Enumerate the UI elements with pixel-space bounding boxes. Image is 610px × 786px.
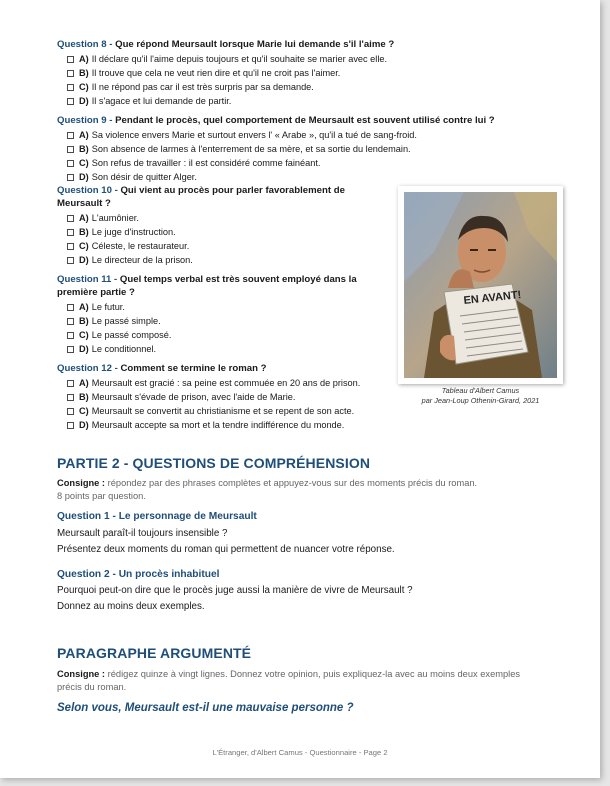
option-key: B) [79, 316, 89, 326]
question-heading [57, 184, 367, 210]
points-text: 8 points par question. [57, 491, 146, 501]
answer-option[interactable] [67, 418, 537, 432]
question-text: Qui vient au procès pour parler favorablement de Meursault ? [57, 185, 345, 209]
option-key: C) [79, 158, 89, 168]
question-1-title: Question 1 - Le personnage de Meursault [57, 511, 257, 522]
question-text: Que répond Meursault lorsque Marie lui demande s'il l'aime ? [115, 39, 395, 50]
checkbox-icon[interactable] [67, 332, 74, 339]
checkbox-icon[interactable] [67, 304, 74, 311]
option-text: Le passé simple. [91, 316, 161, 326]
question-heading [57, 38, 537, 51]
argument-question: Selon vous, Meursault est-il une mauvaise personne ? [57, 702, 354, 714]
answer-option[interactable] [67, 142, 537, 156]
option-key: C) [79, 241, 89, 251]
checkbox-icon[interactable] [67, 408, 74, 415]
question-number: Question 10 - [57, 185, 118, 196]
page-footer: L'Étranger, d'Albert Camus - Questionnaire - Page 2 [212, 748, 388, 757]
option-key: D) [79, 172, 89, 182]
option-text: Céleste, le restaurateur. [91, 241, 190, 251]
option-key: A) [79, 130, 89, 140]
question-2-line-1: Pourquoi peut-on dire que le procès juge aussi la manière de vivre de Meursault ? [57, 585, 413, 596]
option-text: Son refus de travailler : il est considéré comme fainéant. [91, 158, 321, 168]
option-text: Le conditionnel. [91, 344, 157, 354]
consigne-text: répondez par des phrases complètes et appuyez-vous sur des moments précis du roman. [107, 478, 478, 488]
question-1-line-1: Meursault paraît-il toujours insensible ? [57, 528, 228, 539]
question-heading [57, 114, 537, 127]
option-key: B) [79, 68, 89, 78]
option-key: D) [79, 96, 89, 106]
checkbox-icon[interactable] [67, 98, 74, 105]
checkbox-icon[interactable] [67, 394, 74, 401]
question-1-line-2: Présentez deux moments du roman qui permettent de nuancer votre réponse. [57, 544, 395, 555]
option-key: A) [79, 378, 89, 388]
option-text: Il s'agace et lui demande de partir. [91, 96, 232, 106]
answer-option[interactable] [67, 170, 537, 184]
checkbox-icon[interactable] [67, 132, 74, 139]
answer-option[interactable] [67, 52, 537, 66]
caption-line-2: par Jean-Loup Othenin-Girard, 2021 [421, 396, 540, 405]
option-key: C) [79, 82, 89, 92]
option-text: Meursault se convertit au christianisme et se repent de son acte. [91, 406, 355, 416]
question-number: Question 9 - [57, 115, 113, 126]
question-heading [57, 362, 367, 375]
option-text: Meursault est gracié : sa peine est commuée en 20 ans de prison. [91, 378, 361, 388]
checkbox-icon[interactable] [67, 422, 74, 429]
option-key: D) [79, 255, 89, 265]
option-text: L'aumônier. [91, 213, 139, 223]
option-key: C) [79, 406, 89, 416]
option-text: Meursault s'évade de prison, avec l'aide de Marie. [91, 392, 296, 402]
option-key: B) [79, 144, 89, 154]
answer-option[interactable] [67, 404, 537, 418]
camus-painting [398, 186, 563, 384]
consigne-label: Consigne : [57, 478, 106, 488]
questions-top [57, 38, 537, 184]
checkbox-icon[interactable] [67, 215, 74, 222]
checkbox-icon[interactable] [67, 70, 74, 77]
option-key: A) [79, 213, 89, 223]
answer-option[interactable] [67, 80, 537, 94]
newspaper-headline: EN AVANT! [463, 289, 522, 307]
part2-consigne [57, 477, 527, 503]
question-text: Quel temps verbal est très souvent employé dans la première partie ? [57, 274, 357, 298]
answer-option[interactable] [67, 156, 537, 170]
part2-title: PARTIE 2 - QUESTIONS DE COMPRÉHENSION [57, 455, 371, 471]
option-key: B) [79, 227, 89, 237]
paragraph-consigne [57, 668, 527, 694]
checkbox-icon[interactable] [67, 174, 74, 181]
option-key: B) [79, 392, 89, 402]
paragraph-title: PARAGRAPHE ARGUMENTÉ [57, 645, 252, 661]
question-heading [57, 273, 367, 299]
option-key: A) [79, 54, 89, 64]
consigne-text: rédigez quinze à vingt lignes. Donnez votre opinion, puis expliquez-la avec au moins deux exemples précis du roman. [57, 669, 521, 692]
option-key: A) [79, 302, 89, 312]
question-text: Pendant le procès, quel comportement de Meursault est souvent utilisé contre lui ? [115, 115, 495, 126]
answer-option[interactable] [67, 66, 537, 80]
option-text: Le futur. [91, 302, 125, 312]
question-number: Question 8 - [57, 39, 113, 50]
option-key: D) [79, 344, 89, 354]
checkbox-icon[interactable] [67, 146, 74, 153]
question-number: Question 11 - [57, 274, 118, 285]
checkbox-icon[interactable] [67, 56, 74, 63]
camus-painting-image [404, 192, 557, 378]
question-number: Question 12 - [57, 363, 118, 374]
checkbox-icon[interactable] [67, 346, 74, 353]
options-list [67, 52, 537, 108]
question-2-line-2: Donnez au moins deux exemples. [57, 601, 205, 612]
option-key: D) [79, 420, 89, 430]
checkbox-icon[interactable] [67, 229, 74, 236]
checkbox-icon[interactable] [67, 380, 74, 387]
option-text: Il ne répond pas car il est très surpris par sa demande. [91, 82, 314, 92]
option-text: Il trouve que cela ne veut rien dire et qu'il ne croit pas l'aimer. [91, 68, 341, 78]
options-list [67, 128, 537, 184]
option-text: Il déclare qu'il l'aime depuis toujours et qu'il souhaite se marier avec elle. [91, 54, 388, 64]
checkbox-icon[interactable] [67, 160, 74, 167]
checkbox-icon[interactable] [67, 318, 74, 325]
checkbox-icon[interactable] [67, 84, 74, 91]
option-key: C) [79, 330, 89, 340]
consigne-label: Consigne : [57, 669, 106, 679]
figure-caption [398, 386, 563, 406]
option-text: Son désir de quitter Alger. [91, 172, 197, 182]
answer-option[interactable] [67, 94, 537, 108]
option-text: Le directeur de la prison. [91, 255, 193, 265]
option-text: Son absence de larmes à l'enterrement de sa mère, et sa sortie du lendemain. [91, 144, 411, 154]
answer-option[interactable] [67, 128, 537, 142]
checkbox-icon[interactable] [67, 243, 74, 250]
option-text: Meursault accepte sa mort et la tendre indifférence du monde. [91, 420, 345, 430]
question-text: Comment se termine le roman ? [120, 363, 267, 374]
option-text: Sa violence envers Marie et surtout envers l' « Arabe », qu'il a tué de sang-froid. [91, 130, 417, 140]
caption-line-1: Tableau d'Albert Camus [441, 386, 520, 395]
question-2-title: Question 2 - Un procès inhabituel [57, 569, 220, 580]
option-text: Le juge d'instruction. [91, 227, 176, 237]
checkbox-icon[interactable] [67, 257, 74, 264]
option-text: Le passé composé. [91, 330, 172, 340]
